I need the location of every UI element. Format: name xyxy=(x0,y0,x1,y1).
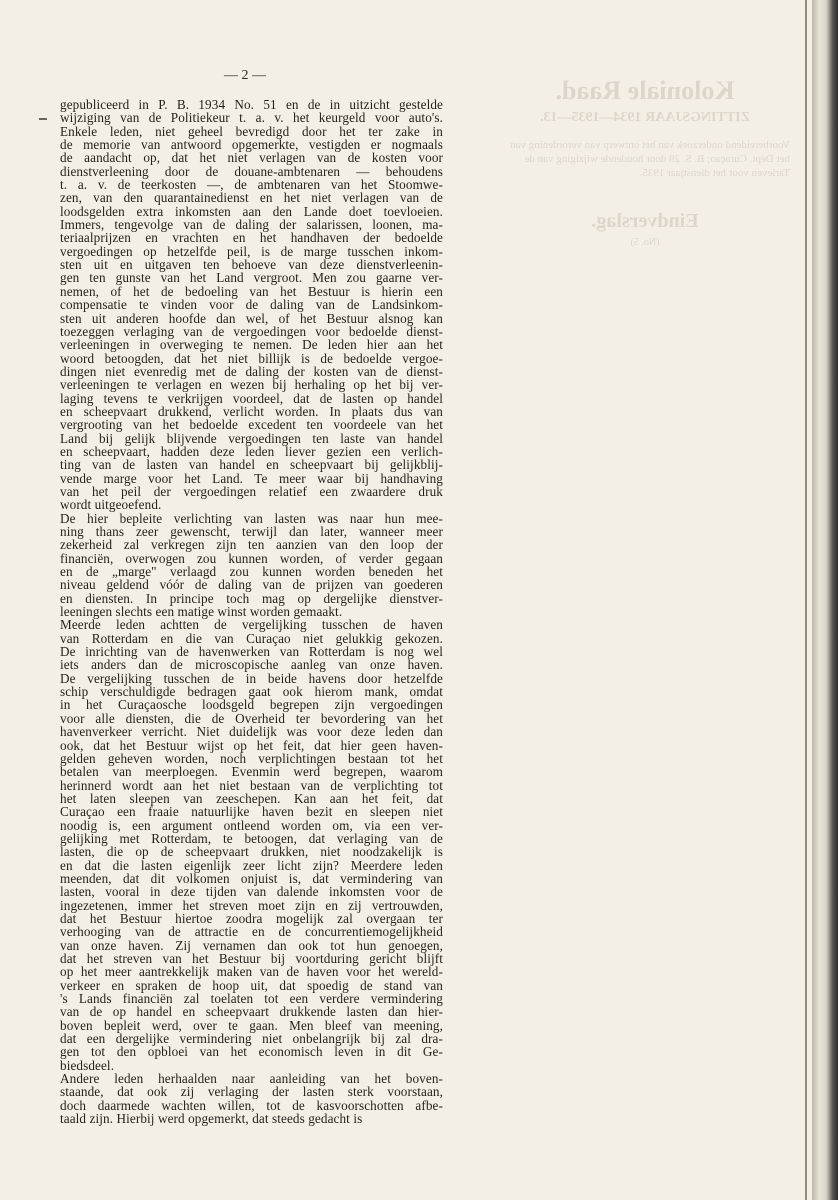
body-text-column xyxy=(60,98,443,1125)
text-line: lasten, die op de scheepvaart drukken, niet noodzakelijk is xyxy=(60,844,443,860)
text-line: compensatie te vinden voor de daling van de Landsinkom- xyxy=(60,297,443,313)
text-line: gelijking met Rotterdam, te betoogen, dat verlaging van de xyxy=(60,830,443,846)
text-line: sten uit en uitgaven ten behoeve van deze dienstverleenin- xyxy=(60,257,443,273)
text-line: van onze haven. Zij vernamen dan ook tot hun genoegen, xyxy=(60,937,443,953)
text-line: vergoedingen op hetzelfde peil, is de marge tusschen inkom- xyxy=(60,243,443,259)
text-line: gen tot den opbloei van het economisch leven in dit Ge- xyxy=(60,1044,443,1060)
text-line: woord betoogden, dat het niet billijk is de bedoelde vergoe- xyxy=(60,350,443,366)
text-line: Immers, tengevolge van de daling der salarissen, loonen, ma- xyxy=(60,217,443,233)
text-line: vende marge voor het Land. Te meer waar bij handhaving xyxy=(60,470,443,486)
text-line: lasten, vooral in deze tijden van dalende inkomsten voor de xyxy=(60,884,443,900)
text-line: en diensten. In principe toch mag op dergelijke dienstver- xyxy=(60,590,443,606)
text-line: De inrichting van de havenwerken van Rotterdam is nog wel xyxy=(60,644,443,660)
text-line: sten uit anderen hoofde dan wel, of het Bestuur alsnog kan xyxy=(60,310,443,326)
text-line: gepubliceerd in P. B. 1934 No. 51 en de in uitzicht gestelde xyxy=(60,97,443,112)
text-line: betalen van meerploegen. Evenmin werd begrepen, waarom xyxy=(60,764,443,780)
book-spine-edge xyxy=(812,0,838,1200)
text-line: leeningen slechts een matige winst worden gemaakt. xyxy=(60,604,343,620)
page-number: — 2 — xyxy=(224,68,266,83)
text-line: staande, dat ook zij verlaging der lasten sterk voorstaan, xyxy=(60,1084,443,1100)
text-line: niveau geldend vóór de daling van de prijzen van goederen xyxy=(60,577,443,593)
text-line: ook, dat het Bestuur wijst op het feit, dat hier geen haven- xyxy=(60,737,443,753)
text-line: financiën, overwogen zou kunnen worden, of verder gegaan xyxy=(60,550,443,566)
text-line: en scheepvaart drukkend, verlicht worden. In plaats dus van xyxy=(60,403,443,419)
text-line: Land bij gelijk blijvende vergoedingen ten laste van handel xyxy=(60,430,443,446)
show-through-heading: Eindverslag. xyxy=(591,210,699,232)
margin-mark xyxy=(39,118,47,120)
text-line: taald zijn. Hierbij werd opgemerkt, dat steeds gedacht is xyxy=(60,1111,363,1127)
text-line: meenden, dat dit volkomen onjuist is, dat vermindering van xyxy=(60,870,443,886)
text-line: noodig is, een argument ontleend worden om, via een ver- xyxy=(60,817,443,833)
text-line: wijziging van de Politiekeur t. a. v. het keurgeld voor auto's. xyxy=(60,110,443,126)
text-line: verleeningen in overweging te nemen. De leden hier aan het xyxy=(60,337,443,353)
text-line: teriaalprijzen en vrachten en het handhaven der bedoelde xyxy=(60,230,443,246)
text-line: iets anders dan de microscopische aanleg van onze haven. xyxy=(60,657,443,673)
text-line: 's Lands financiën zal toelaten tot een verdere vermindering xyxy=(60,991,443,1007)
text-line: verkeer en spraken de hoop uit, dat spoedig de stand van xyxy=(60,977,443,993)
text-line: Meerde leden achtten de vergelijking tusschen de haven xyxy=(60,617,443,633)
text-line: en dat die lasten eigenlijk zeer licht zijn? Meerdere leden xyxy=(60,857,443,873)
text-line: van de op handel en scheepvaart drukkende lasten dan hier- xyxy=(60,1004,443,1020)
text-line: toezeggen verlaging van de vergoedingen voor bedoelde dienst- xyxy=(60,323,443,339)
text-line: voor alle diensten, die de Overheid ter bevordering van het xyxy=(60,710,443,726)
text-line: boven bepleit werd, over te gaan. Men bleef van meening, xyxy=(60,1017,443,1033)
text-line: de aandacht op, dat het niet verlagen van de kosten voor xyxy=(60,150,443,166)
text-line: van het peil der vergoedingen relatief een zwaardere druk xyxy=(60,483,443,499)
text-line: gen ten gunste van het Land vergroot. Men zou gaarne ver- xyxy=(60,270,443,286)
text-line: biedsdeel. xyxy=(60,1057,115,1073)
show-through-subtitle: ZITTINGSJAAR 1934—1935—13. xyxy=(539,110,751,125)
text-line: Curaçao een fraaie natuurlijke haven bezit en sleepen niet xyxy=(60,804,443,820)
text-line: het laten sleepen van zeeschepen. Kan aan het feit, dat xyxy=(60,790,443,806)
show-through-intro: Voorbereidend onderzoek van het ontwerp van verordening van het Dépt. Curaçao; B. S. 28 door houdende wijziging van de Tarieven voor het dienstjaar 1935. xyxy=(510,139,790,179)
text-line: ingezetenen, immer het streven moet zijn en zij vertrouwden, xyxy=(60,897,443,913)
text-line: ting van de lasten van handel en scheepvaart bij gelijkblij- xyxy=(60,457,443,473)
text-line: gelden geheven worden, noch verplichtingen bestaan tot het xyxy=(60,750,443,766)
text-line: schip verschuldigde bedragen gaat ook hierom mank, omdat xyxy=(60,684,443,700)
text-line: herinnerd wordt aan het niet bestaan van de verplichting tot xyxy=(60,777,443,793)
text-line: zekerheid zal verkregen zijn ten aanzien van den loop der xyxy=(60,537,443,553)
text-line: dat het streven van het Bestuur bij voortduring gericht blijft xyxy=(60,951,443,966)
text-line: zen, van den quarantainedienst en het niet verlagen van de xyxy=(60,190,443,206)
text-line: van Rotterdam en die van Curaçao niet gelukkig gekozen. xyxy=(60,630,443,646)
text-line: havenverkeer verricht. Niet duidelijk was voor deze leden dan xyxy=(60,724,443,740)
text-line: dingen niet evenredig met de daling der kosten van de dienst- xyxy=(60,363,443,379)
text-line: in het Curaçaosche loodsgeld begrepen zijn vergoedingen xyxy=(60,697,443,713)
text-line: en scheepvaart, hadden deze leden liever gezien een verlich- xyxy=(60,443,443,459)
text-line: dat een dergelijke vermindering niet onbelangrijk bij zal dra- xyxy=(60,1031,443,1047)
text-line: de memorie van antwoord opgemerkte, vestigden er nogmaals xyxy=(60,137,443,153)
text-line: en de „marge" verlaagd zou kunnen worden beneden het xyxy=(60,564,443,580)
text-line: dat het Bestuur hiertoe zoodra mogelijk zal overgaan ter xyxy=(60,910,443,926)
text-line: doch daarmede wachten willen, tot de kasvoorschotten afbe- xyxy=(60,1097,443,1113)
text-line: verhooging van de attractie en de concurrentiemogelijkheid xyxy=(60,924,443,940)
text-line: t. a. v. de teerkosten —, de ambtenaren van het Stoomwe- xyxy=(60,177,443,193)
text-line: nemen, of het de bedoeling van het Bestuur is hierin een xyxy=(60,283,443,299)
text-line: op het meer aantrekkelijk maken van de haven voor het wereld- xyxy=(60,964,443,980)
text-line: wordt uitgeoefend. xyxy=(60,497,162,513)
text-line: ning thans zeer gewenscht, terwijl dan later, wanneer meer xyxy=(60,524,443,539)
text-line: verleeningen te verlagen en wezen bij herhaling op het bij ver- xyxy=(60,377,443,393)
text-line: Enkele leden, niet geheel bevredigd door het ter zake in xyxy=(60,123,443,139)
text-line: vergrooting van het bedoelde excedent ten voordeele van het xyxy=(60,417,443,433)
text-line: laging tevens te verkrijgen voordeel, dat de lasten op handel xyxy=(60,390,443,406)
text-line: De hier bepleite verlichting van lasten was naar hun mee- xyxy=(60,510,443,526)
text-line: dienstverleening door de douane-ambtenaren — behoudens xyxy=(60,163,443,179)
show-through-note: (No. 5) xyxy=(630,237,660,248)
page-edge-line xyxy=(805,0,807,1200)
show-through-title: Koloniale Raad. xyxy=(555,76,735,105)
show-through-text xyxy=(500,70,790,248)
text-line: Andere leden herhaalden naar aanleiding van het boven- xyxy=(60,1071,443,1087)
text-line: De vergelijking tusschen de in beide havens door hetzelfde xyxy=(60,670,443,686)
text-line: loodsgelden extra inkomsten aan den Lande doet toevloeien. xyxy=(60,203,443,219)
